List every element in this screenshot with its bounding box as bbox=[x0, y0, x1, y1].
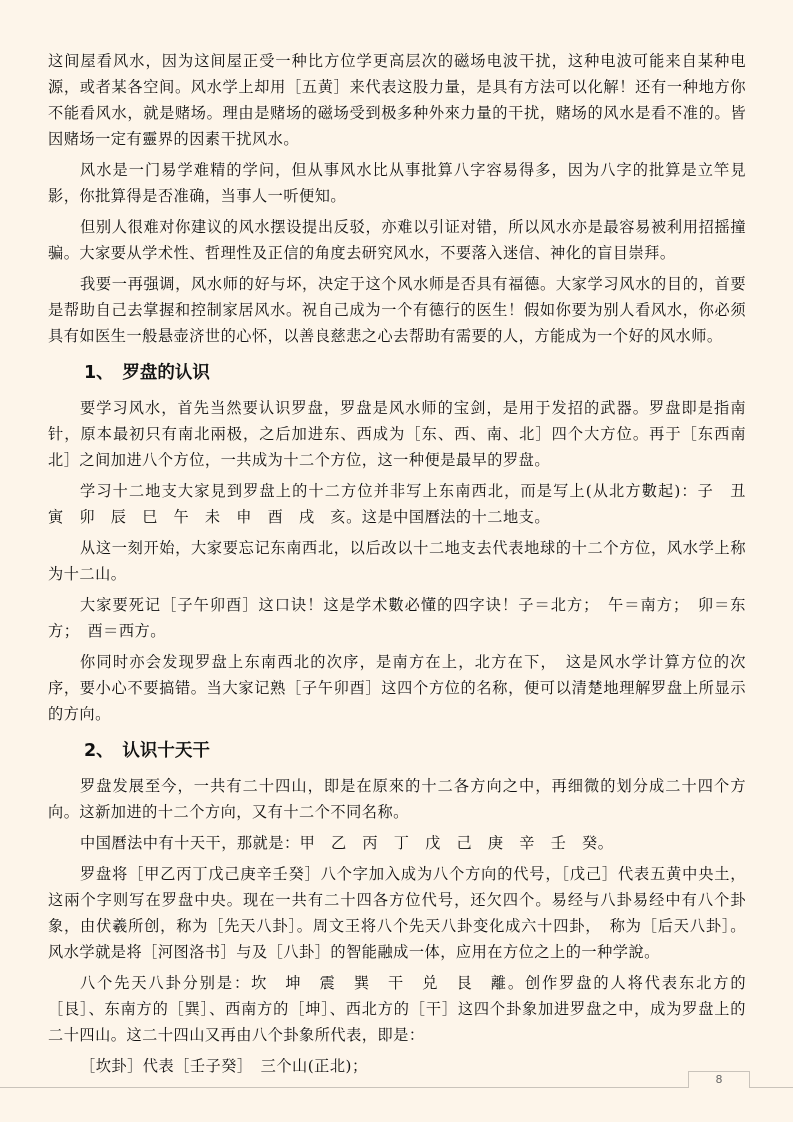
paragraph: ［坎卦］代表［壬子癸］ 三个山(正北)； bbox=[80, 1057, 368, 1075]
section-heading-heavenly-stems: 2、 认识十天干 bbox=[84, 741, 210, 761]
paragraph: 但别人很难对你建议的风水摆设提出反驳，亦难以引证对错，所以风水亦是最容易被利用招摇撞骗。大家要从学术性、哲理性及正信的角度去研究风水，不要落入迷信、神化的盲目崇拜。 bbox=[48, 218, 746, 262]
paragraph: 罗盘将［甲乙丙丁戊己庚辛壬癸］八个字加入成为八个方向的代号，［戊己］代表五黄中央土，这兩个字则写在罗盘中央。现在一共有二十四各方位代号，还欠四个。易经与八卦易经中有八个卦象，由伏羲所创，称为［先天八卦］。周文王将八个先天八卦变化成六十四卦， 称为［后天八卦］。风水学就是将［河图洛书］与及［八卦］的智能融成一体，应用在方位之上的一种学說。 bbox=[48, 865, 746, 961]
paragraph: 从这一刻开始，大家要忘记东南西北，以后改以十二地支去代表地球的十二个方位，风水学上称为十二山。 bbox=[48, 539, 746, 583]
paragraph: 罗盘发展至今，一共有二十四山，即是在原來的十二各方向之中，再细微的划分成二十四个方向。这新加进的十二个方向，又有十二个不同名称。 bbox=[48, 777, 746, 821]
footer-divider bbox=[0, 1087, 793, 1088]
page-body bbox=[48, 48, 762, 1084]
section-heading-compass: 1、 罗盘的认识 bbox=[84, 363, 210, 383]
paragraph: 风水是一门易学难精的学问，但从事风水比从事批算八字容易得多，因为八字的批算是立竿見影，你批算得是否准确，当事人一听便知。 bbox=[48, 161, 746, 205]
paragraph: 学习十二地支大家見到罗盘上的十二方位并非写上东南西北，而是写上(从北方數起)：子 丑 寅 卯 辰 巳 午 未 申 酉 戌 亥。这是中国曆法的十二地支。 bbox=[48, 482, 762, 526]
paragraph: 要学习风水，首先当然要认识罗盘，罗盘是风水师的宝剑，是用于发招的武器。罗盘即是指南针，原本最初只有南北兩极，之后加进东、西成为［东、西、南、北］四个大方位。再于［东西南北］之间加进八个方位，一共成为十二个方位，这一种便是最早的罗盘。 bbox=[48, 399, 746, 469]
paragraph: 你同时亦会发现罗盘上东南西北的次序，是南方在上，北方在下， 这是风水学计算方位的次序，要小心不要搞错。当大家记熟［子午卯酉］这四个方位的名称，便可以清楚地理解罗盘上所显示的方向。 bbox=[48, 653, 746, 723]
paragraph: 大家要死记［子午卯酉］这口诀！这是学术數必懂的四字诀！子＝北方； 午＝南方； 卯＝东方； 酉＝西方。 bbox=[48, 596, 746, 640]
paragraph: 这间屋看风水，因为这间屋正受一种比方位学更高层次的磁场电波干扰，这种电波可能来自某种电源，或者某各空间。风水学上却用［五黄］来代表这股力量，是具有方法可以化解！还有一种地方你不能看风水，就是赌场。理由是赌场的磁场受到极多种外來力量的干扰，赌场的风水是看不准的。皆因赌场一定有靈界的因素干扰风水。 bbox=[48, 52, 746, 148]
paragraph: 八个先天八卦分别是：坎 坤 震 巽 干 兑 艮 離。创作罗盘的人将代表东北方的［艮］、东南方的［巽］、西南方的［坤］、西北方的［干］这四个卦象加进罗盘之中，成为罗盘上的二十四山。这二十四山又再由八个卦象所代表，即是： bbox=[48, 974, 746, 1044]
paragraph: 我要一再强调，风水师的好与坏，决定于这个风水师是否具有福德。大家学习风水的目的，首要是帮助自己去掌握和控制家居风水。祝自己成为一个有德行的医生！假如你要为别人看风水，你必须具有如医生一般悬壶济世的心怀，以善良慈悲之心去帮助有需要的人，方能成为一个好的风水师。 bbox=[48, 275, 746, 345]
paragraph: 中国曆法中有十天干，那就是：甲 乙 丙 丁 戊 己 庚 辛 壬 癸。 bbox=[80, 834, 614, 852]
page-number: 8 bbox=[688, 1071, 750, 1088]
